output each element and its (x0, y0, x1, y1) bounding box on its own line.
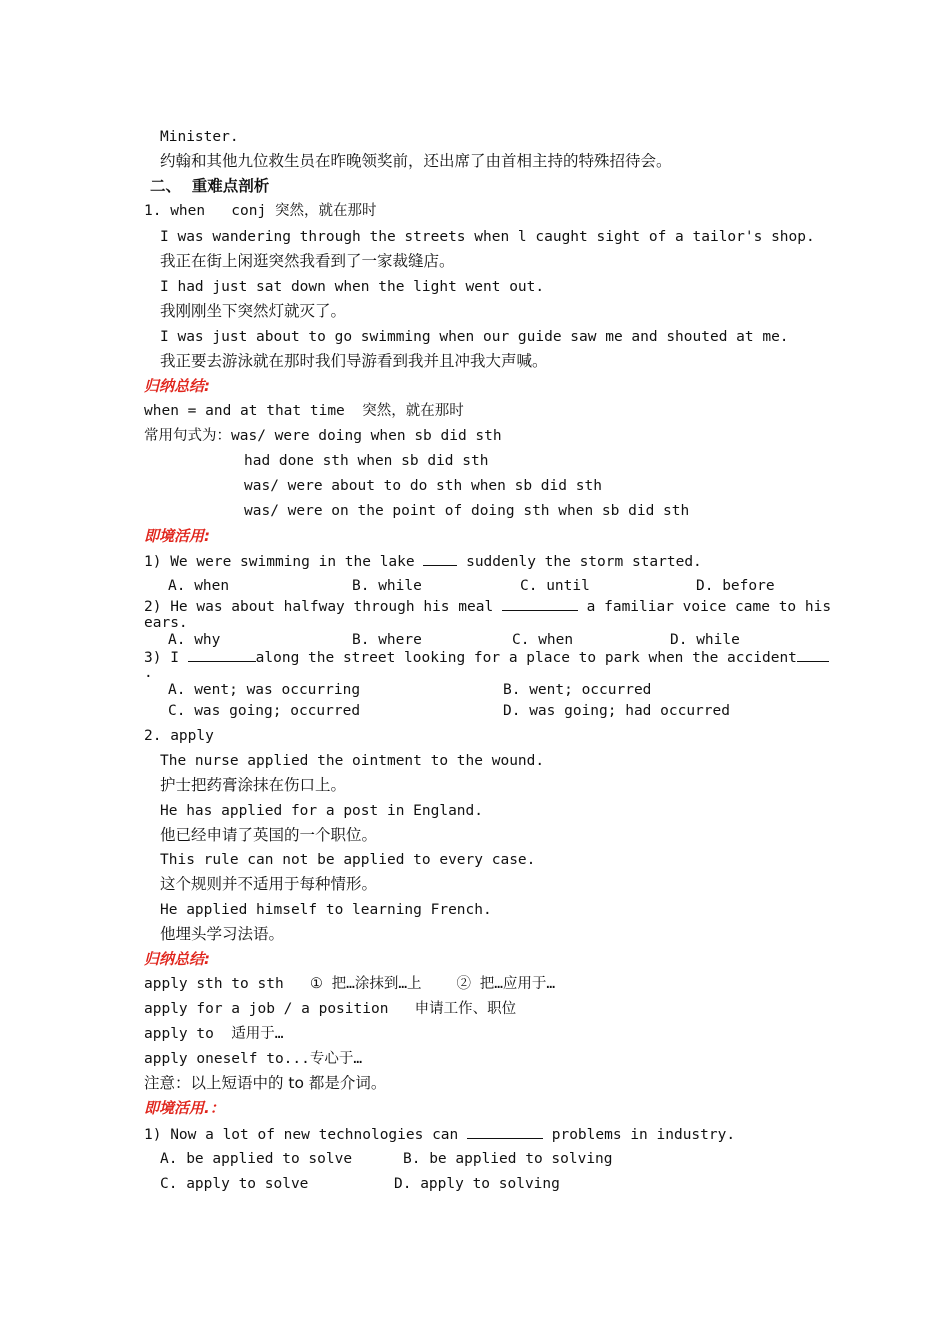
item1-summary-line2: 常用句式为：was/ were doing when sb did sth (144, 428, 502, 444)
item2-summary-line2: apply for a job / a position 申请工作、职位 (144, 1001, 517, 1017)
item2-title: 2. apply (144, 728, 214, 744)
item2-summary-line4: apply oneself to...专心于… (144, 1051, 363, 1067)
item1-q3-text-mid: along the street looking for a place to park when the accident (255, 650, 797, 666)
item2-example2-en: He has applied for a post in England. (160, 803, 484, 819)
item1-q1-option-c: C. until (520, 578, 590, 594)
item1-q1-option-d: D. before (696, 578, 775, 594)
item1-q3-option-d: D. was going; had occurred (503, 703, 730, 719)
item1-q2 (144, 597, 831, 616)
item1-example1-zh: 我正在街上闲逛突然我看到了一家裁缝店。 (160, 252, 455, 270)
item1-q1-text-after: suddenly the storm started. (457, 554, 702, 570)
item2-summary-note: 注意：以上短语中的 to 都是介词。 (144, 1074, 387, 1092)
item1-example1-en: I was wandering through the streets when l caught sight of a tailor's shop. (160, 229, 815, 245)
item1-q1-text-before: 1) We were swimming in the lake (144, 554, 424, 570)
item1-q1-option-a: A. when (168, 578, 230, 594)
item1-q1-option-b: B. while (352, 578, 422, 594)
item1-q3-option-a: A. went; was occurring (168, 682, 361, 698)
item2-q1-option-b: B. be applied to solving (403, 1151, 613, 1167)
item1-summary-label: 归纳总结: (144, 377, 210, 395)
item2-example4-en: He applied himself to learning French. (160, 902, 492, 918)
item1-q2-option-b: B. where (352, 632, 422, 648)
item1-example2-zh: 我刚刚坐下突然灯就灭了。 (160, 302, 347, 320)
intro-english-tail: Minister. (160, 129, 239, 145)
item2-example2-zh: 他已经申请了英国的一个职位。 (160, 826, 378, 844)
item1-pattern1: had done sth when sb did sth (244, 453, 489, 469)
item1-q3-text-before: 3) I (144, 650, 188, 666)
item1-example2-en: I had just sat down when the light went out. (160, 279, 545, 295)
item1-title: 1. when conj 突然，就在那时 (144, 203, 377, 219)
item1-example3-zh: 我正要去游泳就在那时我们导游看到我并且冲我大声喊。 (160, 352, 548, 370)
item2-example1-en: The nurse applied the ointment to the wound. (160, 753, 545, 769)
item1-q1 (144, 552, 702, 571)
answer-blank (502, 597, 578, 611)
item2-example3-zh: 这个规则并不适用于每种情形。 (160, 875, 378, 893)
section-heading: 二、 重难点剖析 (150, 177, 270, 195)
intro-chinese-translation: 约翰和其他九位救生员在昨晚领奖前，还出席了由首相主持的特殊招待会。 (160, 152, 672, 170)
item2-example4-zh: 他埋头学习法语。 (160, 925, 285, 943)
item2-q1 (144, 1125, 735, 1144)
item2-q1-option-d: D. apply to solving (394, 1176, 560, 1192)
item1-q2-text-after: a familiar voice came to his (577, 599, 832, 615)
item1-practice-label: 即境活用: (144, 527, 210, 545)
item1-q2-text-before: 2) He was about halfway through his meal (144, 599, 502, 615)
item2-q1-option-a: A. be applied to solve (160, 1151, 353, 1167)
item1-q2-option-c: C. when (512, 632, 574, 648)
item2-practice-label: 即境活用.： (144, 1099, 225, 1117)
item2-summary-line1: apply sth to sth ① 把…涂抹到…上 ② 把…应用于… (144, 976, 556, 992)
answer-blank (797, 648, 829, 662)
item1-q3-option-c: C. was going; occurred (168, 703, 361, 719)
item1-q3-wrap: . (144, 665, 153, 681)
answer-blank (423, 552, 457, 566)
item2-summary-line3: apply to 适用于… (144, 1026, 284, 1042)
item1-q2-option-a: A. why (168, 632, 221, 648)
item1-pattern2: was/ were about to do sth when sb did sth (244, 478, 602, 494)
item1-q2-option-d: D. while (670, 632, 740, 648)
item2-example3-en: This rule can not be applied to every case. (160, 852, 536, 868)
item1-q3 (144, 648, 829, 667)
item1-q2-wrap: ears. (144, 615, 188, 631)
item1-summary-line1: when = and at that time 突然，就在那时 (144, 403, 464, 419)
item2-example1-zh: 护士把药膏涂抹在伤口上。 (160, 776, 347, 794)
answer-blank (188, 648, 256, 662)
answer-blank (467, 1125, 543, 1139)
item2-summary-label: 归纳总结: (144, 950, 210, 968)
item1-q3-option-b: B. went; occurred (503, 682, 652, 698)
item1-pattern3: was/ were on the point of doing sth when sb did sth (244, 503, 690, 519)
item2-q1-option-c: C. apply to solve (160, 1176, 309, 1192)
item2-q1-text-before: 1) Now a lot of new technologies can (144, 1127, 468, 1143)
item1-example3-en: I was just about to go swimming when our guide saw me and shouted at me. (160, 329, 789, 345)
item2-q1-text-after: problems in industry. (543, 1127, 736, 1143)
